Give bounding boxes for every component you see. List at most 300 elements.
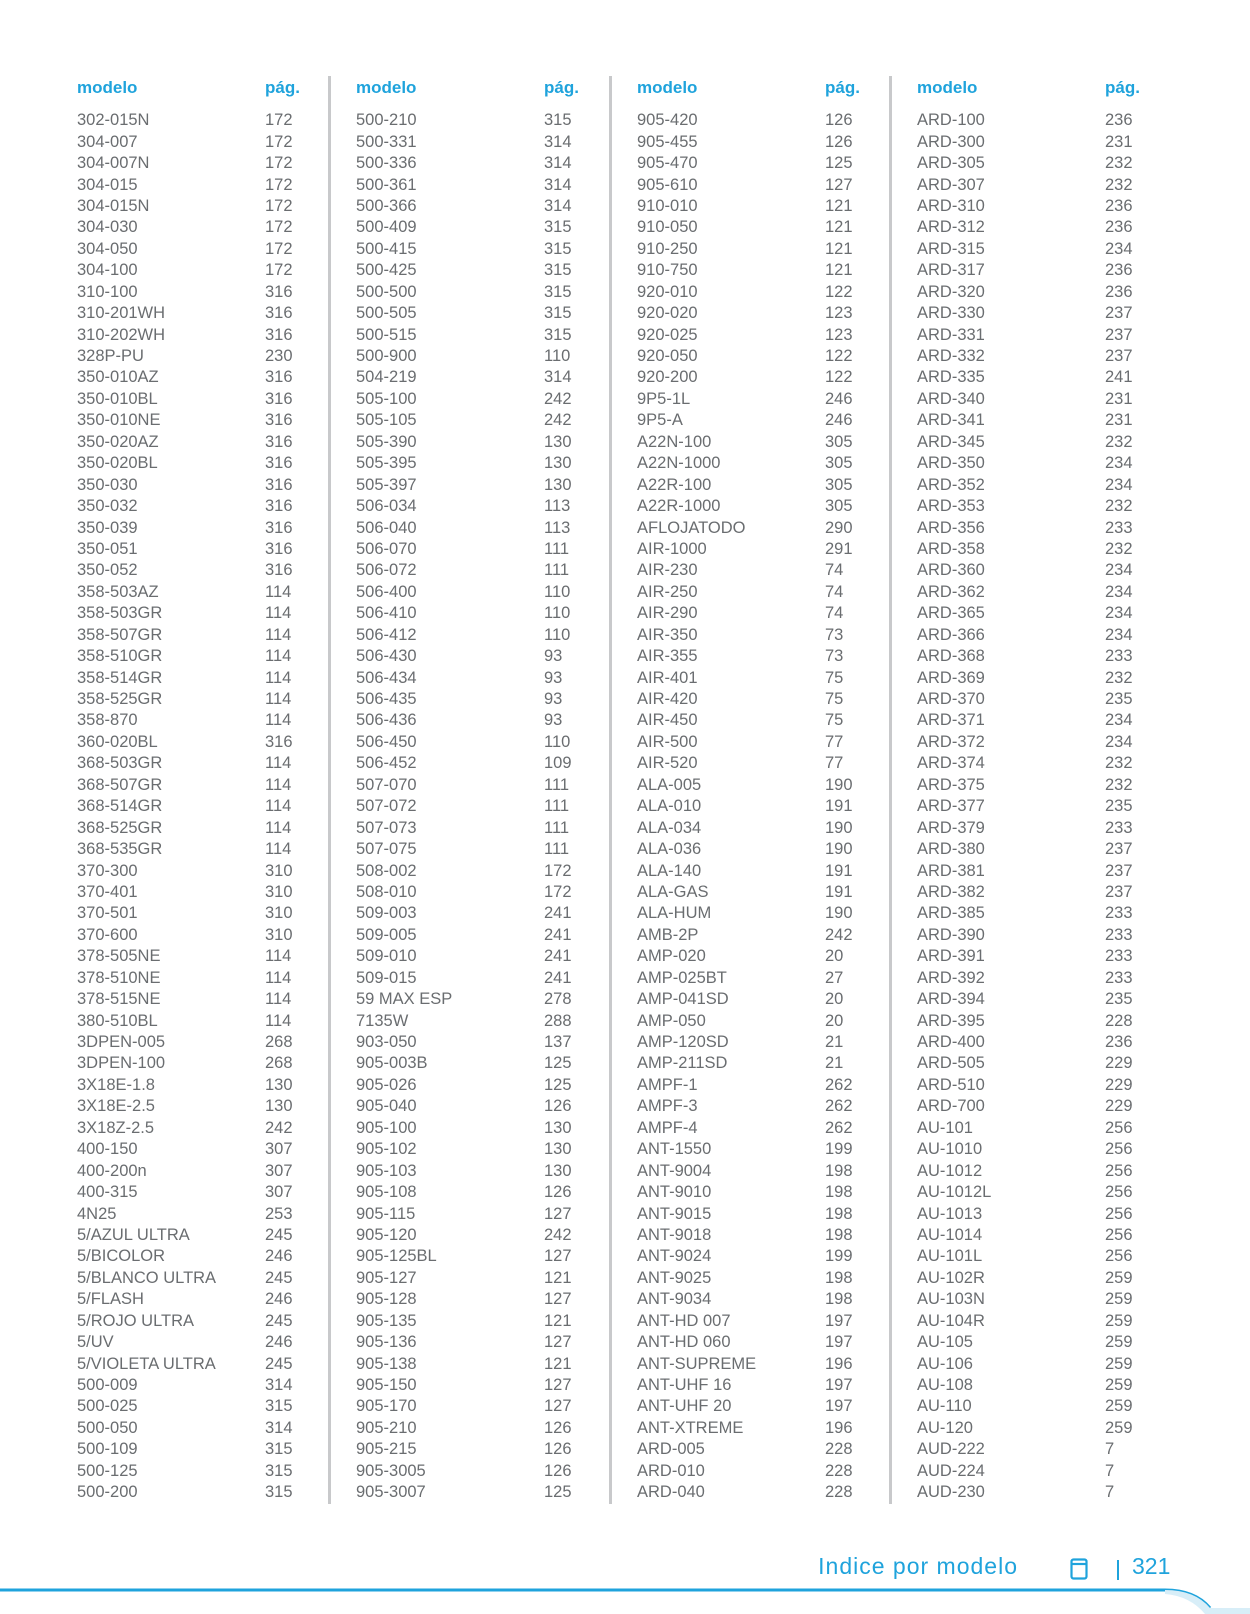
model-code: ANT-9010 <box>637 1183 712 1202</box>
index-row <box>356 839 596 860</box>
page-ref: 245 <box>265 1268 293 1287</box>
index-row <box>77 560 317 581</box>
page-ref: 111 <box>544 539 570 558</box>
page-ref: 242 <box>544 389 572 408</box>
index-row <box>637 410 877 431</box>
index-row <box>917 474 1157 495</box>
model-code: 302-015N <box>77 111 150 130</box>
model-code: 506-400 <box>356 582 417 601</box>
page-ref: 316 <box>265 325 293 344</box>
model-code: ARD-307 <box>917 175 985 194</box>
index-row <box>77 1375 317 1396</box>
page-ref: 229 <box>1105 1054 1133 1073</box>
model-code: 310-100 <box>77 282 138 301</box>
model-code: AU-120 <box>917 1418 973 1437</box>
index-row <box>917 1139 1157 1160</box>
model-code: AMP-211SD <box>637 1054 728 1073</box>
model-code: ANT-UHF 16 <box>637 1376 732 1395</box>
page-ref: 126 <box>544 1183 572 1202</box>
model-code: 358-507GR <box>77 625 163 644</box>
page-ref: 234 <box>1105 561 1133 580</box>
index-row <box>637 1032 877 1053</box>
page-ref: 237 <box>1105 325 1133 344</box>
model-code: ALA-GAS <box>637 882 709 901</box>
model-code: ALA-HUM <box>637 904 712 923</box>
model-code: 506-034 <box>356 497 417 516</box>
index-row <box>356 1289 596 1310</box>
index-row <box>356 1139 596 1160</box>
page-ref: 314 <box>265 1376 293 1395</box>
model-code: AU-110 <box>917 1397 972 1416</box>
index-row <box>917 239 1157 260</box>
page-ref: 246 <box>265 1290 293 1309</box>
page-ref: 125 <box>544 1075 572 1094</box>
index-row <box>917 1461 1157 1482</box>
page-ref: 121 <box>825 239 853 258</box>
page-ref: 316 <box>265 368 293 387</box>
model-code: ANT-9015 <box>637 1204 712 1223</box>
index-row <box>356 860 596 881</box>
page-ref: 256 <box>1105 1183 1133 1202</box>
index-row <box>917 1225 1157 1246</box>
index-row <box>77 346 317 367</box>
index-row <box>637 839 877 860</box>
index-row <box>77 625 317 646</box>
page-ref: 316 <box>265 732 293 751</box>
page-ref: 114 <box>265 668 292 687</box>
index-row <box>917 1118 1157 1139</box>
model-code: 903-050 <box>356 1033 417 1052</box>
index-row <box>637 1332 877 1353</box>
page-header: pág. <box>544 78 579 97</box>
page-ref: 130 <box>544 1118 572 1137</box>
index-row <box>77 1396 317 1417</box>
page-ref: 114 <box>265 1011 292 1030</box>
model-code: 400-150 <box>77 1140 138 1159</box>
page-ref: 256 <box>1105 1161 1133 1180</box>
index-row <box>356 517 596 538</box>
model-code: 905-115 <box>356 1204 416 1223</box>
page-ref: 259 <box>1105 1354 1133 1373</box>
index-row <box>637 389 877 410</box>
page-ref: 127 <box>825 175 853 194</box>
page-ref: 315 <box>544 304 572 323</box>
index-row <box>637 1225 877 1246</box>
index-row <box>637 539 877 560</box>
model-code: 500-210 <box>356 111 417 130</box>
index-row <box>917 410 1157 431</box>
page-header: pág. <box>825 78 860 97</box>
page-ref: 7 <box>1105 1440 1115 1459</box>
page-ref: 233 <box>1105 947 1133 966</box>
page-ref: 228 <box>1105 1011 1133 1030</box>
index-row <box>356 925 596 946</box>
index-row <box>637 1075 877 1096</box>
index-row <box>637 260 877 281</box>
model-code: 360-020BL <box>77 732 158 751</box>
page-ref: 234 <box>1105 711 1133 730</box>
index-row <box>917 710 1157 731</box>
model-code: 905-102 <box>356 1140 417 1159</box>
model-code: ARD-379 <box>917 818 985 837</box>
page-ref: 235 <box>1105 990 1133 1009</box>
page-ref: 126 <box>825 111 853 130</box>
model-code: 304-100 <box>77 261 138 280</box>
index-row <box>77 839 317 860</box>
index-row <box>356 174 596 195</box>
index-row <box>356 389 596 410</box>
page-ref: 110 <box>544 347 571 366</box>
index-row <box>356 303 596 324</box>
model-code: ANT-UHF 20 <box>637 1397 732 1416</box>
model-code: ARD-391 <box>917 947 985 966</box>
page-ref: 316 <box>265 497 293 516</box>
model-code: ARD-305 <box>917 154 985 173</box>
model-code: AMP-020 <box>637 947 706 966</box>
page-ref: 229 <box>1105 1097 1133 1116</box>
index-row <box>917 1311 1157 1332</box>
page-ref: 246 <box>825 411 853 430</box>
page-ref: 235 <box>1105 797 1133 816</box>
page-ref: 234 <box>1105 604 1133 623</box>
page-ref: 126 <box>544 1461 572 1480</box>
index-row <box>356 1096 596 1117</box>
page-ref: 262 <box>825 1118 853 1137</box>
page-ref: 111 <box>544 840 570 859</box>
index-row <box>356 667 596 688</box>
index-row <box>77 389 317 410</box>
page-ref: 130 <box>265 1097 293 1116</box>
model-code: 3DPEN-100 <box>77 1054 166 1073</box>
page-ref: 121 <box>825 196 853 215</box>
index-row <box>356 324 596 345</box>
index-row <box>77 1268 317 1289</box>
index-row <box>77 689 317 710</box>
model-code: 506-452 <box>356 754 417 773</box>
index-row <box>917 1268 1157 1289</box>
page-ref: 75 <box>825 668 844 687</box>
index-row <box>77 196 317 217</box>
page-ref: 73 <box>825 647 844 666</box>
model-code: 507-075 <box>356 840 417 859</box>
page-ref: 114 <box>265 625 292 644</box>
model-code: AIR-401 <box>637 668 698 687</box>
column-divider <box>609 76 612 1504</box>
index-row <box>356 239 596 260</box>
index-row <box>77 153 317 174</box>
model-code: ARD-010 <box>637 1461 705 1480</box>
page-ref: 234 <box>1105 475 1133 494</box>
index-row <box>77 1053 317 1074</box>
page-ref: 233 <box>1105 968 1133 987</box>
model-code: 506-412 <box>356 625 417 644</box>
model-code: 920-025 <box>637 325 698 344</box>
model-code: AIR-420 <box>637 690 698 709</box>
index-row <box>917 539 1157 560</box>
page-ref: 114 <box>265 797 292 816</box>
page-ref: 316 <box>265 389 293 408</box>
model-code: AIR-1000 <box>637 539 707 558</box>
model-code: 505-100 <box>356 389 417 408</box>
model-code: 350-051 <box>77 539 138 558</box>
model-code: ARD-366 <box>917 625 985 644</box>
page-ref: 137 <box>544 1033 572 1052</box>
page-ref: 172 <box>265 196 293 215</box>
index-row <box>637 239 877 260</box>
index-row <box>77 989 317 1010</box>
index-row <box>637 796 877 817</box>
model-code: 506-450 <box>356 732 417 751</box>
model-code: 500-415 <box>356 239 417 258</box>
index-row <box>77 239 317 260</box>
index-row <box>356 1482 596 1503</box>
index-row <box>637 282 877 303</box>
model-code: AU-106 <box>917 1354 973 1373</box>
page-ref: 130 <box>544 475 572 494</box>
index-row <box>77 324 317 345</box>
index-row <box>77 775 317 796</box>
page-ref: 232 <box>1105 668 1133 687</box>
model-code: 500-515 <box>356 325 417 344</box>
model-code: ARD-395 <box>917 1011 985 1030</box>
page-ref: 233 <box>1105 925 1133 944</box>
model-code: 505-395 <box>356 454 417 473</box>
index-row <box>637 1096 877 1117</box>
page-ref: 74 <box>825 582 844 601</box>
index-row <box>356 1375 596 1396</box>
page-ref: 278 <box>544 990 572 1009</box>
model-code: ARD-310 <box>917 196 985 215</box>
index-row <box>917 153 1157 174</box>
index-row <box>77 1225 317 1246</box>
page-ref: 233 <box>1105 518 1133 537</box>
index-row <box>356 1268 596 1289</box>
model-code: AIR-350 <box>637 625 698 644</box>
model-code: 350-032 <box>77 497 138 516</box>
page-ref: 113 <box>544 497 571 516</box>
index-row <box>917 174 1157 195</box>
index-row <box>917 196 1157 217</box>
model-code: 350-010BL <box>77 389 158 408</box>
page-ref: 93 <box>544 711 563 730</box>
page-ref: 21 <box>825 1033 844 1052</box>
index-row <box>917 1418 1157 1439</box>
index-row <box>77 903 317 924</box>
model-code: 400-200n <box>77 1161 147 1180</box>
model-code: 304-007 <box>77 132 138 151</box>
index-row <box>917 217 1157 238</box>
model-header: modelo <box>356 78 417 97</box>
model-code: 500-125 <box>77 1461 138 1480</box>
page-ref: 316 <box>265 475 293 494</box>
index-column-3 <box>637 70 877 1503</box>
model-code: ARD-345 <box>917 432 985 451</box>
model-code: ARD-370 <box>917 690 985 709</box>
page-ref: 237 <box>1105 840 1133 859</box>
page-ref: 233 <box>1105 647 1133 666</box>
model-code: 304-030 <box>77 218 138 237</box>
model-code: 358-514GR <box>77 668 163 687</box>
index-row <box>77 1010 317 1031</box>
model-code: ANT-9025 <box>637 1268 712 1287</box>
index-rows <box>917 110 1157 1503</box>
model-code: 506-436 <box>356 711 417 730</box>
model-code: 905-128 <box>356 1290 417 1309</box>
index-row <box>917 346 1157 367</box>
model-code: 500-425 <box>356 261 417 280</box>
model-code: 350-020AZ <box>77 432 159 451</box>
page-ref: 130 <box>544 432 572 451</box>
model-code: ARD-320 <box>917 282 985 301</box>
page-header: pág. <box>1105 78 1140 97</box>
index-row <box>77 1289 317 1310</box>
index-column-1 <box>77 70 317 1503</box>
model-code: ARD-700 <box>917 1097 985 1116</box>
page-ref: 121 <box>544 1354 572 1373</box>
index-row <box>637 1160 877 1181</box>
model-code: 304-015N <box>77 196 150 215</box>
index-row <box>77 131 317 152</box>
page-ref: 232 <box>1105 154 1133 173</box>
page-ref: 74 <box>825 604 844 623</box>
index-row <box>356 131 596 152</box>
index-row <box>77 410 317 431</box>
index-row <box>637 131 877 152</box>
index-row <box>917 603 1157 624</box>
index-row <box>917 817 1157 838</box>
model-code: 509-015 <box>356 968 417 987</box>
index-row <box>356 582 596 603</box>
page-ref: 316 <box>265 411 293 430</box>
model-code: 905-470 <box>637 154 698 173</box>
index-row <box>917 796 1157 817</box>
page-ref: 241 <box>1105 368 1133 387</box>
index-row <box>77 603 317 624</box>
index-row <box>917 1075 1157 1096</box>
page-ref: 93 <box>544 647 563 666</box>
index-row <box>356 1332 596 1353</box>
index-row <box>356 196 596 217</box>
index-row <box>917 496 1157 517</box>
index-row <box>917 925 1157 946</box>
model-code: AIR-355 <box>637 647 698 666</box>
page-ref: 307 <box>265 1161 293 1180</box>
index-row <box>637 196 877 217</box>
model-code: AU-1012L <box>917 1183 992 1202</box>
page-ref: 123 <box>825 304 853 323</box>
page-ref: 233 <box>1105 818 1133 837</box>
page-ref: 316 <box>265 304 293 323</box>
page-ref: 121 <box>544 1268 572 1287</box>
model-code: 378-515NE <box>77 990 161 1009</box>
index-row <box>356 1160 596 1181</box>
model-code: AU-1013 <box>917 1204 983 1223</box>
index-row <box>77 1139 317 1160</box>
model-code: 368-507GR <box>77 775 163 794</box>
index-row <box>917 625 1157 646</box>
page-ref: 114 <box>265 990 292 1009</box>
model-code: ARD-381 <box>917 861 985 880</box>
page-ref: 259 <box>1105 1376 1133 1395</box>
page-ref: 114 <box>265 840 292 859</box>
model-code: AU-1010 <box>917 1140 983 1159</box>
model-code: ARD-385 <box>917 904 985 923</box>
model-code: 3X18Z-2.5 <box>77 1118 155 1137</box>
page-ref: 315 <box>544 239 572 258</box>
page-ref: 268 <box>265 1054 293 1073</box>
page-ref: 316 <box>265 454 293 473</box>
index-row <box>917 1353 1157 1374</box>
index-row <box>356 453 596 474</box>
model-code: 506-410 <box>356 604 417 623</box>
model-code: AIR-230 <box>637 561 698 580</box>
model-code: 368-525GR <box>77 818 163 837</box>
model-code: 350-052 <box>77 561 138 580</box>
page-ref: 198 <box>825 1161 853 1180</box>
model-code: ALA-005 <box>637 775 702 794</box>
model-code: 920-200 <box>637 368 698 387</box>
model-code: ARD-380 <box>917 840 985 859</box>
index-row <box>356 903 596 924</box>
index-row <box>917 1482 1157 1503</box>
index-row <box>637 174 877 195</box>
index-row <box>637 603 877 624</box>
page-ref: 237 <box>1105 882 1133 901</box>
model-code: AIR-520 <box>637 754 698 773</box>
page-ref: 191 <box>825 882 853 901</box>
model-code: 505-390 <box>356 432 417 451</box>
index-row <box>356 217 596 238</box>
model-code: 506-430 <box>356 647 417 666</box>
page-ref: 310 <box>265 861 293 880</box>
model-code: 500-025 <box>77 1397 138 1416</box>
index-row <box>77 260 317 281</box>
page-ref: 121 <box>825 218 853 237</box>
model-code: ARD-312 <box>917 218 985 237</box>
index-row <box>77 667 317 688</box>
index-row <box>637 1418 877 1439</box>
index-row <box>77 860 317 881</box>
model-code: 400-315 <box>77 1183 138 1202</box>
page-ref: 315 <box>265 1397 293 1416</box>
page-ref: 75 <box>825 690 844 709</box>
model-code: AU-101 <box>917 1118 973 1137</box>
page-ref: 121 <box>544 1311 572 1330</box>
index-row <box>356 1353 596 1374</box>
page-ref: 262 <box>825 1075 853 1094</box>
page-ref: 130 <box>544 1161 572 1180</box>
index-row <box>917 1439 1157 1460</box>
page-ref: 315 <box>544 282 572 301</box>
page-ref: 114 <box>265 582 292 601</box>
page-ref: 259 <box>1105 1311 1133 1330</box>
page-ref: 310 <box>265 882 293 901</box>
index-row <box>637 860 877 881</box>
page-ref: 197 <box>825 1376 853 1395</box>
model-code: 905-026 <box>356 1075 417 1094</box>
model-code: 304-015 <box>77 175 138 194</box>
index-row <box>356 110 596 131</box>
model-code: 500-331 <box>356 132 417 151</box>
index-row <box>917 1053 1157 1074</box>
model-code: ARD-358 <box>917 539 985 558</box>
page-ref: 77 <box>825 732 844 751</box>
index-row <box>917 646 1157 667</box>
model-code: ARD-394 <box>917 990 985 1009</box>
page-ref: 314 <box>544 154 572 173</box>
page-ref: 242 <box>825 925 853 944</box>
page-ref: 114 <box>265 711 292 730</box>
